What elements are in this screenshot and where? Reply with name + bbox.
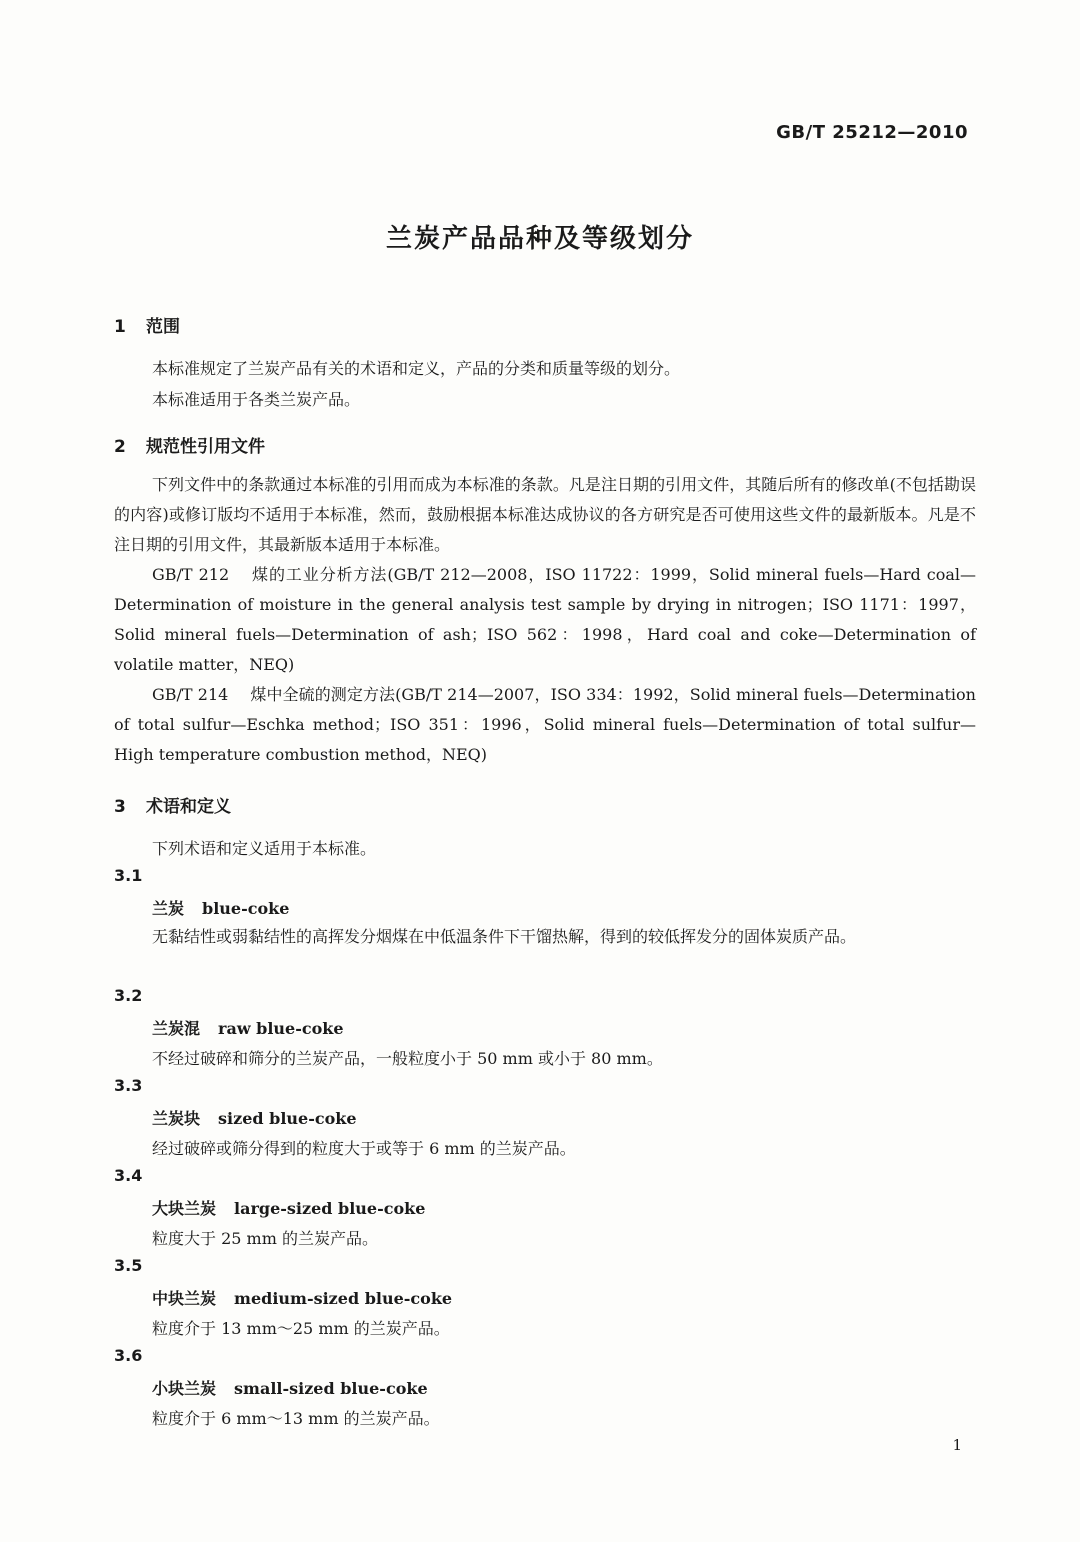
clause-number: 3.2 xyxy=(114,986,143,1005)
reference-gbt-214 xyxy=(114,680,976,770)
term-3-1 xyxy=(152,896,289,919)
section-title: 规范性引用文件 xyxy=(146,437,265,457)
term-3-5 xyxy=(152,1286,452,1309)
standard-code: GB/T 25212—2010 xyxy=(776,122,968,143)
section-2-heading xyxy=(114,432,265,457)
section-number: 2 xyxy=(114,437,126,457)
page-number: 1 xyxy=(952,1436,962,1454)
term-definition: 无黏结性或弱黏结性的高挥发分烟煤在中低温条件下干馏热解，得到的较低挥发分的固体炭质产品。 xyxy=(152,927,857,946)
clause-number: 3.6 xyxy=(114,1346,143,1365)
term-zh: 兰炭 xyxy=(152,899,185,918)
term-en: raw blue-coke xyxy=(218,1019,344,1038)
reference-gbt-212 xyxy=(114,560,976,680)
term-zh: 兰炭块 xyxy=(152,1109,201,1128)
section-2-intro: 下列文件中的条款通过本标准的引用而成为本标准的条款。凡是注日期的引用文件，其随后所有的修改单(不包括勘误的内容)或修订版均不适用于本标准，然而，鼓励根据本标准达成协议的各方研究是否可使用这些文件的最新版本。凡是不注日期的引用文件，其最新版本适用于本标准。 xyxy=(114,475,976,554)
term-3-3 xyxy=(152,1106,357,1129)
term-en: large-sized blue-coke xyxy=(234,1199,426,1218)
reference-code: GB/T 212 xyxy=(152,565,230,584)
term-zh: 兰炭混 xyxy=(152,1019,201,1038)
section-3-heading xyxy=(114,792,231,817)
section-1-heading xyxy=(114,312,180,337)
term-en: medium-sized blue-coke xyxy=(234,1289,453,1308)
document-title: 兰炭产品品种及等级划分 xyxy=(385,224,694,254)
clause-number: 3.1 xyxy=(114,866,143,885)
term-3-6 xyxy=(152,1376,428,1399)
reference-text: 煤中全硫的测定方法(GB/T 214—2007，ISO 334：1992，Solid mineral fuels—Determination of total sulfur—Eschka method；ISO 351：1996，Solid mineral fuels—Determination of total sulfur—High temperature combustion method，NEQ) xyxy=(114,685,976,764)
term-en: sized blue-coke xyxy=(218,1109,357,1128)
reference-code: GB/T 214 xyxy=(152,685,229,704)
section-title: 范围 xyxy=(146,317,180,337)
term-definition: 粒度介于 13 mm～25 mm 的兰炭产品。 xyxy=(152,1319,450,1338)
term-en: blue-coke xyxy=(202,899,290,918)
section-1-line-2: 本标准适用于各类兰炭产品。 xyxy=(152,390,361,409)
term-3-2 xyxy=(152,1016,344,1039)
term-en: small-sized blue-coke xyxy=(234,1379,428,1398)
term-definition: 经过破碎或筛分得到的粒度大于或等于 6 mm 的兰炭产品。 xyxy=(152,1139,576,1158)
reference-text: 煤的工业分析方法(GB/T 212—2008，ISO 11722：1999，Solid mineral fuels—Hard coal—Determination of moisture in the general analysis test sample by drying in nitrogen；ISO 1171：1997，Solid mineral fuels—Determination of ash；ISO 562：1998，Hard coal and coke—Determination of volatile matter，NEQ) xyxy=(114,565,976,674)
clause-number: 3.3 xyxy=(114,1076,143,1095)
clause-number: 3.4 xyxy=(114,1166,143,1185)
term-zh: 中块兰炭 xyxy=(152,1289,217,1308)
section-number: 3 xyxy=(114,797,126,817)
term-zh: 大块兰炭 xyxy=(152,1199,217,1218)
term-3-4 xyxy=(152,1196,425,1219)
section-3-intro: 下列术语和定义适用于本标准。 xyxy=(152,839,377,858)
section-1-line-1: 本标准规定了兰炭产品有关的术语和定义，产品的分类和质量等级的划分。 xyxy=(152,359,681,378)
section-title: 术语和定义 xyxy=(146,797,231,817)
term-zh: 小块兰炭 xyxy=(152,1379,217,1398)
term-definition: 粒度大于 25 mm 的兰炭产品。 xyxy=(152,1229,378,1248)
term-definition: 粒度介于 6 mm～13 mm 的兰炭产品。 xyxy=(152,1409,440,1428)
term-definition: 不经过破碎和筛分的兰炭产品，一般粒度小于 50 mm 或小于 80 mm。 xyxy=(152,1049,663,1068)
section-number: 1 xyxy=(114,317,126,337)
clause-number: 3.5 xyxy=(114,1256,143,1275)
